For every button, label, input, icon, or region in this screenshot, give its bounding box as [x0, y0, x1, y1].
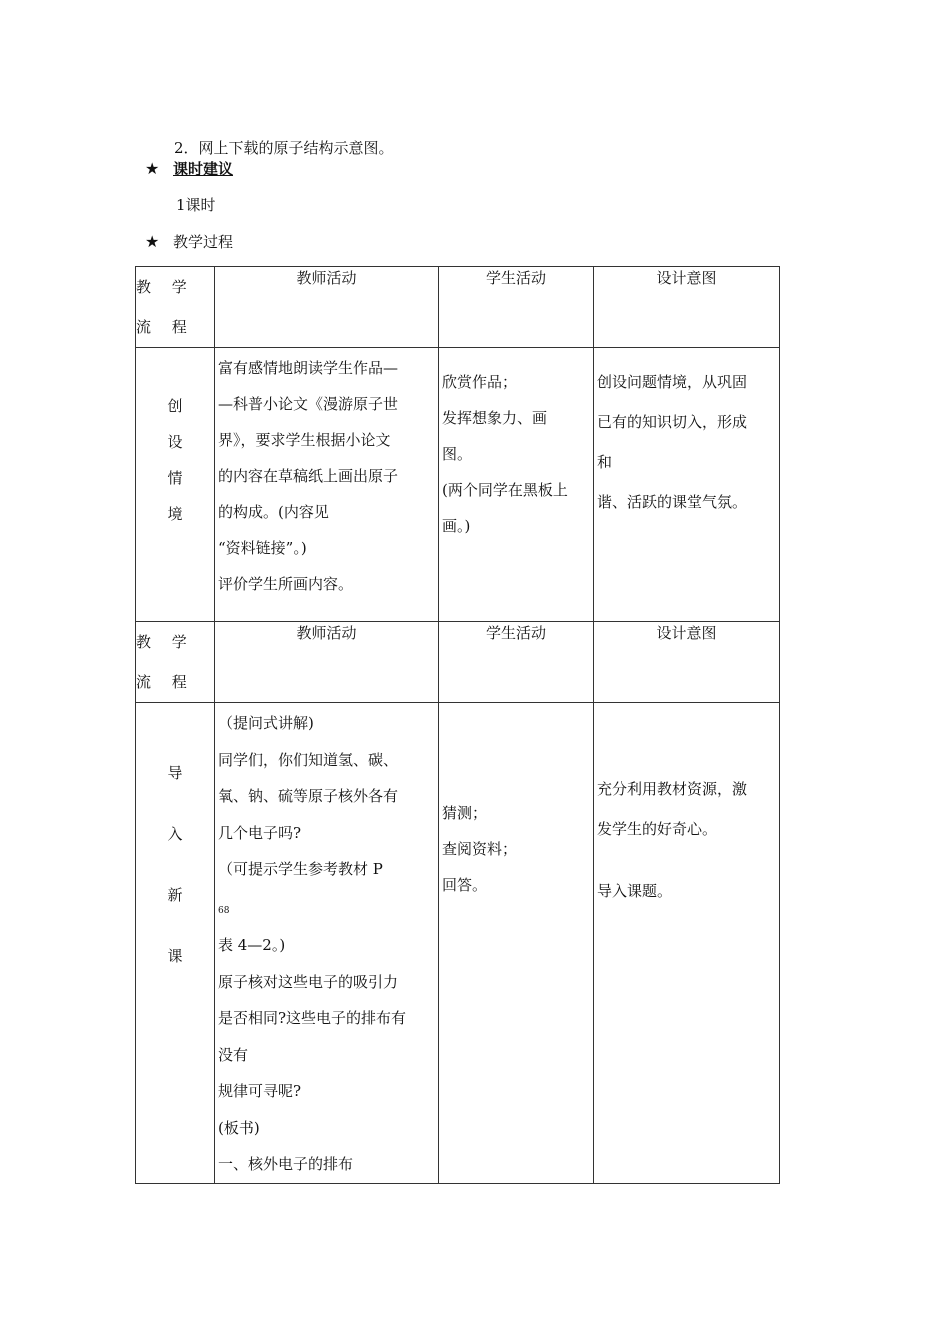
header-teacher: 教师活动	[215, 622, 439, 703]
design-intent: 创设问题情境，从巩固 已有的知识切入，形成 和 谐、活跃的课堂气氛。	[594, 348, 780, 622]
student-activity: 猜测； 查阅资料； 回答。	[439, 703, 594, 1184]
header-flow: 教 学 流 程	[136, 622, 215, 703]
teacher-activity: 富有感情地朗读学生作品— —科普小论文《漫游原子世 界》，要求学生根据小论文 的内容在草稿纸上画出原子 的构成。(内容见 “资料链接”。) 评价学生所画内容。	[215, 348, 439, 622]
table-row	[136, 703, 780, 1184]
heading-teaching-process: 教学过程	[173, 233, 234, 251]
flow-label: 创 设 情 境	[136, 348, 215, 622]
header-flow: 教 学 流 程	[136, 267, 215, 348]
header-student: 学生活动	[439, 622, 594, 703]
heading-lesson-hours: 课时建议	[173, 160, 234, 178]
flow-label: 导 入 新 课	[136, 703, 215, 1184]
header-student: 学生活动	[439, 267, 594, 348]
design-intent: 充分利用教材资源，激 发学生的好奇心。 导入课题。	[594, 703, 780, 1184]
table-row	[136, 348, 780, 622]
intro-item-2: 2．网上下载的原子结构示意图。	[174, 139, 394, 157]
header-design: 设计意图	[594, 622, 780, 703]
table-header-row	[136, 622, 780, 703]
teaching-process-table	[135, 266, 780, 1184]
lesson-hours-value: 1课时	[176, 196, 216, 214]
student-activity: 欣赏作品； 发挥想象力、画 图。 (两个同学在黑板上 画。)	[439, 348, 594, 622]
teacher-activity: （提问式讲解) 同学们，你们知道氢、碳、 氧、钠、硫等原子核外各有 几个电子吗? （可提示学生参考教材 P $_{68}$ 表 4—2。) 原子核对这些电子的吸引力 是否相同?这些电子的排布有 没有 规律可寻呢? (板书) 一、核外电子的排布	[215, 703, 439, 1184]
header-design: 设计意图	[594, 267, 780, 348]
table-header-row	[136, 267, 780, 348]
star-icon: ★	[145, 159, 160, 178]
header-teacher: 教师活动	[215, 267, 439, 348]
star-icon: ★	[145, 232, 160, 251]
